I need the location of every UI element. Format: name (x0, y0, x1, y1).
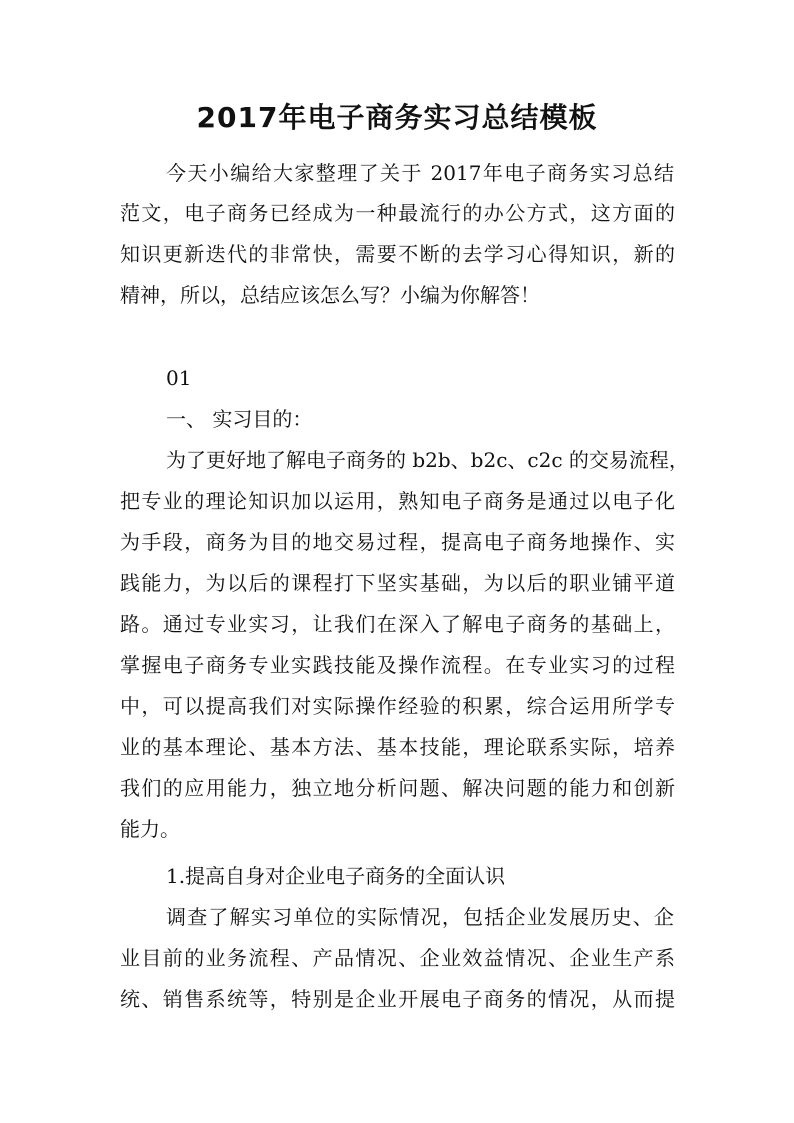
body-line (0, 809, 794, 849)
tail-line (0, 897, 794, 937)
intro-line (0, 153, 794, 193)
subheading-line (0, 856, 794, 896)
body-text: 我们的应用能力，独立地分析问题、解决问题的能力和创新 (120, 776, 675, 800)
body-line (0, 604, 794, 644)
document-title: 2017年电子商务实习总结模板 (196, 101, 598, 134)
subheading: 1.提高自身对企业电子商务的全面认识 (166, 864, 506, 888)
body-line (0, 768, 794, 808)
tail-line (0, 938, 794, 978)
intro-text: 范文，电子商务已经成为一种最流行的办公方式，这方面的 (120, 201, 675, 225)
section-number-line (0, 358, 794, 398)
intro-line (0, 275, 794, 315)
section-heading-line (0, 399, 794, 439)
intro-line (0, 234, 794, 274)
tail-line (0, 979, 794, 1019)
body-text: 践能力，为以后的课程打下坚实基础，为以后的职业铺平道 (120, 571, 675, 595)
tail-text: 统、销售系统等，特别是企业开展电子商务的情况，从而提 (120, 987, 675, 1011)
body-line (0, 522, 794, 562)
body-line (0, 727, 794, 767)
body-line (0, 645, 794, 685)
tail-text: 业目前的业务流程、产品情况、企业效益情况、企业生产系 (120, 946, 675, 970)
intro-text: 今天小编给大家整理了关于 2017年电子商务实习总结 (166, 161, 674, 185)
body-text: 为手段，商务为目的地交易过程，提高电子商务地操作、实 (120, 530, 675, 554)
body-text: 能力。 (120, 817, 180, 841)
body-line (0, 563, 794, 603)
body-text: 为了更好地了解电子商务的 b2b、b2c、c2c 的交易流程， (166, 448, 689, 472)
body-text: 路。通过专业实习，让我们在深入了解电子商务的基础上， (120, 612, 675, 636)
body-text: 掌握电子商务专业实践技能及操作流程。在专业实习的过程 (120, 653, 675, 677)
body-text: 把专业的理论知识加以运用，熟知电子商务是通过以电子化 (120, 489, 675, 513)
intro-text: 知识更新迭代的非常快，需要不断的去学习心得知识，新的 (120, 242, 675, 266)
intro-text: 精神，所以，总结应该怎么写？小编为你解答！ (120, 283, 540, 307)
tail-text: 调查了解实习单位的实际情况，包括企业发展历史、企 (166, 905, 674, 929)
body-text: 业的基本理论、基本方法、基本技能，理论联系实际，培养 (120, 735, 675, 759)
body-text: 中，可以提高我们对实际操作经验的积累，综合运用所学专 (120, 694, 675, 718)
body-line (0, 440, 794, 480)
body-line (0, 481, 794, 521)
section-number: 01 (166, 366, 192, 390)
section-heading: 一、 实习目的： (166, 407, 313, 431)
body-line (0, 686, 794, 726)
intro-line (0, 193, 794, 233)
